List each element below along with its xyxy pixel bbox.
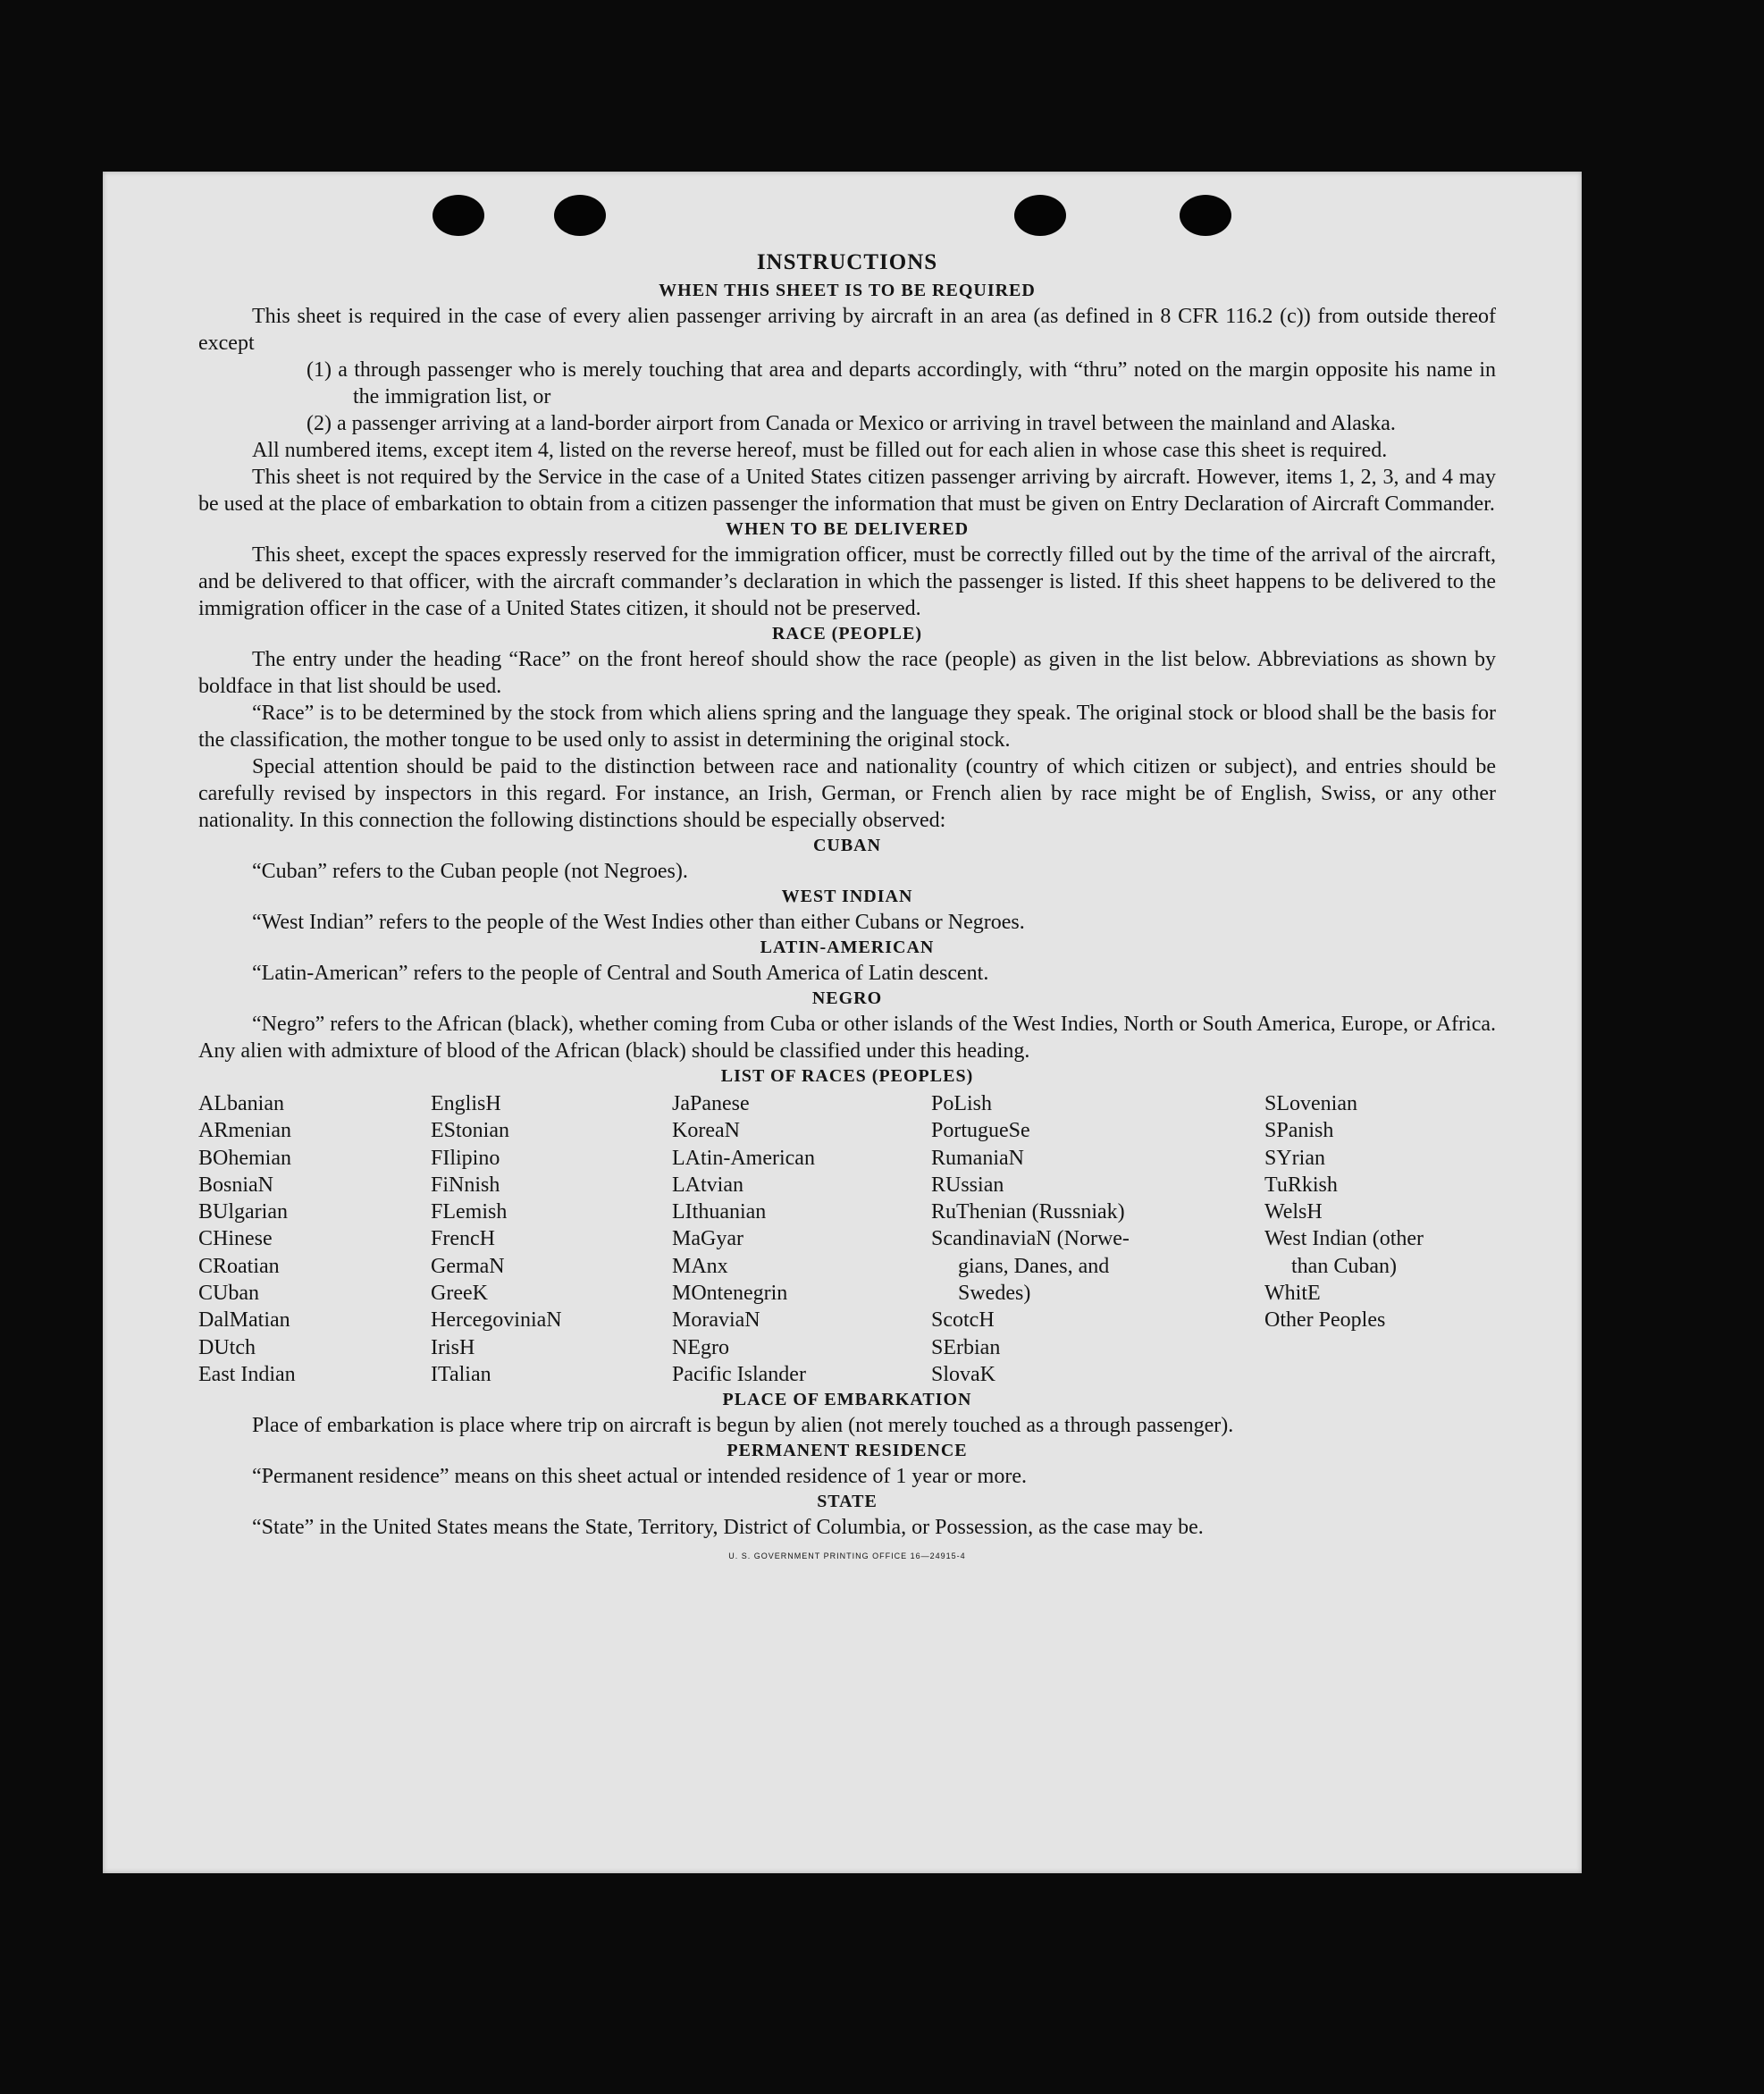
punch-hole [1014, 195, 1066, 236]
list-item: (1) a through passenger who is merely touching that area and departs accordingly, with “thru” noted on the margin opposite his name in the immigration list, or [307, 358, 1496, 408]
paragraph: “State” in the United States means the State, Territory, District of Columbia, or Possession, as the case may be. [252, 1516, 1204, 1540]
race-entry: ScotcH [931, 1308, 995, 1333]
punch-hole [554, 195, 606, 236]
race-entry [1264, 1361, 1496, 1388]
race-entry: EStonian [431, 1119, 509, 1143]
punch-hole [1180, 195, 1231, 236]
race-entry: TuRkish [1264, 1173, 1338, 1197]
race-entry: BosniaN [198, 1173, 273, 1197]
race-entry: SYrian [1264, 1146, 1325, 1170]
race-entry: FIlipino [431, 1146, 500, 1170]
section-heading: PERMANENT RESIDENCE [727, 1441, 968, 1461]
race-column [931, 1090, 1264, 1388]
paragraph: Special attention should be paid to the distinction between race and nationality (country of which citizen or subject), and entries should be carefully revised by inspectors in this regard. For instance, an Irish, German, or French alien by race might be of English, Swiss, or any other nationality. In this connection the following distinctions should be especially observed: [198, 755, 1496, 832]
race-entry: MaGyar [672, 1227, 743, 1251]
race-entry: FiNnish [431, 1173, 500, 1197]
race-entry: MAnx [672, 1254, 728, 1278]
race-entry: CHinese [198, 1227, 273, 1251]
race-entry: PortugueSe [931, 1119, 1030, 1143]
race-entry: HercegoviniaN [431, 1308, 562, 1333]
race-entry: MOntenegrin [672, 1282, 788, 1306]
race-entry: WhitE [1264, 1282, 1321, 1306]
race-entry: ALbanian [198, 1092, 284, 1115]
race-entry: MoraviaN [672, 1308, 760, 1333]
section-heading: RACE (PEOPLE) [772, 624, 922, 643]
race-entry: CUban [198, 1282, 259, 1306]
race-entry: WelsH [1264, 1200, 1323, 1224]
paragraph: “Negro” refers to the African (black), whether coming from Cuba or other islands of the West Indies, North or South America, Europe, or Africa. Any alien with admixture of blood of the African (black) should be classified under this heading. [198, 1013, 1496, 1063]
section-heading: WHEN TO BE DELIVERED [725, 519, 970, 539]
race-entry: FrencH [431, 1227, 495, 1251]
race-entry: BUlgarian [198, 1200, 288, 1224]
race-entry: RumaniaN [931, 1146, 1024, 1170]
race-entry: GermaN [431, 1254, 505, 1278]
race-entry: gians, Danes, and [958, 1254, 1110, 1278]
paragraph: “Latin-American” refers to the people of Central and South America of Latin descent. [252, 962, 989, 985]
race-entry: RuThenian (Russniak) [931, 1200, 1125, 1224]
section-heading: STATE [817, 1492, 878, 1512]
race-entry: KoreaN [672, 1119, 740, 1143]
paragraph: Place of embarkation is place where trip on aircraft is begun by alien (not merely touched as a through passenger). [252, 1414, 1234, 1438]
race-entry: BOhemian [198, 1146, 291, 1170]
race-entry: GreeK [431, 1282, 488, 1306]
race-entry: Swedes) [958, 1282, 1031, 1306]
race-entry: NEgro [672, 1335, 729, 1359]
race-column [1264, 1090, 1496, 1388]
race-entry: LIthuanian [672, 1200, 767, 1224]
printer-imprint: U. S. GOVERNMENT PRINTING OFFICE 16—24915-4 [728, 1552, 966, 1561]
paragraph: All numbered items, except item 4, listed on the reverse hereof, must be filled out for each alien in whose case this sheet is required. [252, 439, 1388, 462]
race-entry: LAtin-American [672, 1146, 815, 1170]
race-entry: East Indian [198, 1362, 296, 1386]
race-entry: SErbian [931, 1335, 1001, 1359]
race-entry: SlovaK [931, 1362, 995, 1386]
race-entry: Pacific Islander [672, 1362, 806, 1386]
race-column [672, 1090, 931, 1388]
paragraph: “Permanent residence” means on this sheet actual or intended residence of 1 year or more. [252, 1465, 1027, 1489]
race-entry: FLemish [431, 1200, 508, 1224]
race-entry: RUssian [931, 1173, 1004, 1197]
page-title: INSTRUCTIONS [756, 250, 938, 274]
race-list [198, 1090, 1496, 1388]
race-entry: DalMatian [198, 1308, 290, 1333]
race-entry: ITalian [431, 1362, 491, 1386]
section-heading: WEST INDIAN [781, 887, 913, 906]
race-entry: West Indian (other [1264, 1227, 1424, 1251]
punch-hole [433, 195, 484, 236]
race-entry: Other Peoples [1264, 1308, 1386, 1333]
paragraph: “West Indian” refers to the people of the West Indies other than either Cubans or Negroes. [252, 911, 1025, 934]
paragraph: This sheet is required in the case of every alien passenger arriving by aircraft in an area (as defined in 8 CFR 116.2 (c)) from outside thereof except [198, 305, 1496, 355]
race-entry: LAtvian [672, 1173, 743, 1197]
section-heading: LIST OF RACES (PEOPLES) [720, 1066, 974, 1086]
paragraph: “Cuban” refers to the Cuban people (not Negroes). [252, 860, 688, 883]
section-heading: PLACE OF EMBARKATION [722, 1390, 972, 1410]
instructions-content [198, 250, 1496, 1560]
race-entry: CRoatian [198, 1254, 280, 1278]
race-entry: JaPanese [672, 1092, 750, 1115]
paragraph: This sheet is not required by the Service in the case of a United States citizen passenger arriving by aircraft. However, items 1, 2, 3, and 4 may be used at the place of embarkation to obtain from a citizen passenger the information that must be given on Entry Declaration of Aircraft Commander. [198, 466, 1496, 516]
race-entry: ARmenian [198, 1119, 291, 1143]
section-heading: WHEN THIS SHEET IS TO BE REQUIRED [659, 281, 1036, 300]
paragraph: “Race” is to be determined by the stock from which aliens spring and the language they speak. The original stock or blood shall be the basis for the classification, the mother tongue to be used only to assist in determining the original stock. [198, 702, 1496, 752]
race-entry: ScandinaviaN (Norwe- [931, 1227, 1130, 1251]
race-entry: SLovenian [1264, 1092, 1357, 1115]
race-column [198, 1090, 431, 1388]
race-entry [1264, 1334, 1496, 1361]
race-entry: PoLish [931, 1092, 993, 1115]
section-heading: CUBAN [812, 836, 882, 855]
race-entry: EnglisH [431, 1092, 501, 1115]
list-item: (2) a passenger arriving at a land-border airport from Canada or Mexico or arriving in travel between the mainland and Alaska. [307, 412, 1396, 435]
section-heading: LATIN-AMERICAN [760, 938, 935, 957]
race-entry: than Cuban) [1291, 1254, 1397, 1278]
paragraph: The entry under the heading “Race” on the front hereof should show the race (people) as given in the list below. Abbreviations as shown by boldface in that list should be used. [198, 648, 1496, 698]
race-entry: DUtch [198, 1335, 256, 1359]
race-entry: IrisH [431, 1335, 475, 1359]
race-entry: SPanish [1264, 1119, 1334, 1143]
race-column [431, 1090, 672, 1388]
paragraph: This sheet, except the spaces expressly reserved for the immigration officer, must be correctly filled out by the time of the arrival of the aircraft, and be delivered to that officer, with the aircraft commander’s declaration in which the passenger is listed. If this sheet happens to be delivered to the immigration officer in the case of a United States citizen, it should not be preserved. [198, 543, 1496, 620]
section-heading: NEGRO [811, 988, 883, 1008]
